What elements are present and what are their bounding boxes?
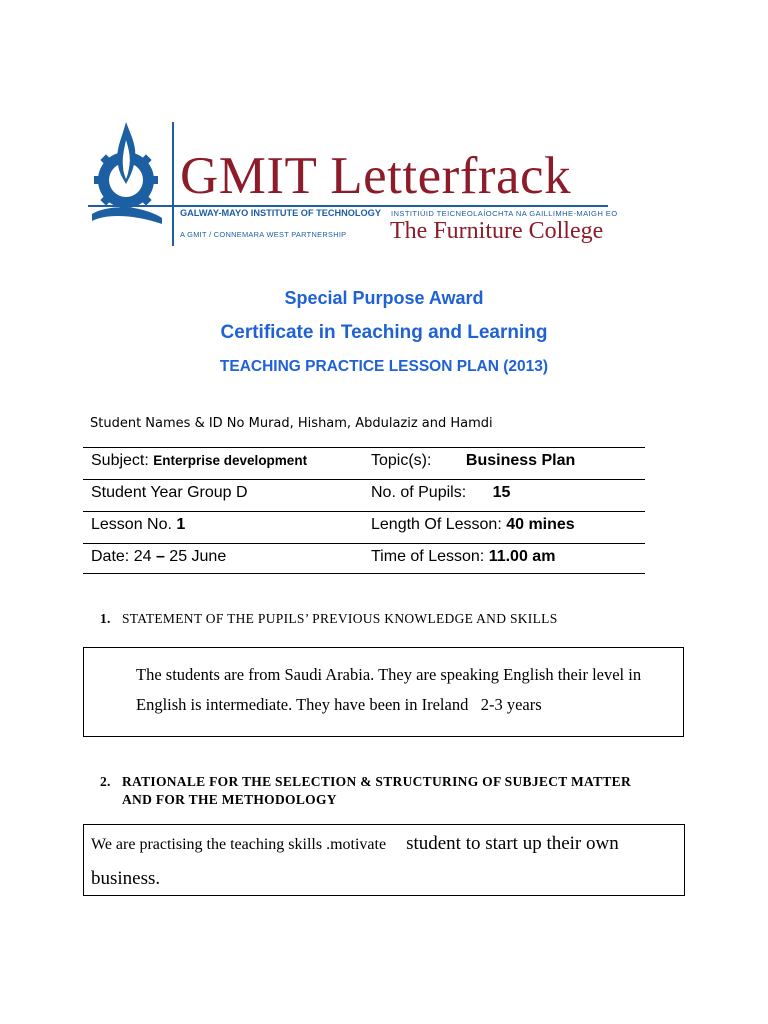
lesson-no-value: 1 [176,516,186,533]
table-row [83,511,645,543]
section1-line1: The students are from Saudi Arabia. They are speaking English their level in [136,665,642,684]
date-rest: 25 June [164,548,227,565]
student-names: Student Names & ID No Murad, Hisham, Abdulaziz and Hamdi [90,416,493,431]
section2-line2: business. [91,868,161,889]
date-dash: – [155,548,165,565]
logo-title: GMIT Letterfrack [180,147,572,205]
length-value: 40 mines [506,516,575,533]
logo-institute-irish: INSTITIÚID TEICNEOLAÍOCHTA NA GAILLIMHE-MAIGH EO [391,209,618,218]
section2-box [83,824,685,896]
subject-value: Enterprise development [153,453,308,468]
gmit-logo [88,118,618,250]
topic-value: Business Plan [465,452,576,469]
time-cell [371,547,555,567]
lesson-info-table [83,447,645,574]
subject-cell [91,451,307,471]
lesson-no-label: Lesson No. [91,516,177,533]
year-group-cell: Student Year Group D [91,484,248,501]
section2-title-line2: AND FOR THE METHODOLOGY [122,792,337,807]
subject-label: Subject: [91,452,154,469]
pupils-label: No. of Pupils: [371,484,467,501]
logo-college-name: The Furniture College [390,218,604,244]
time-label: Time of Lesson: [371,548,489,565]
date-label: Date: 24 [91,548,156,565]
certificate-heading: Certificate in Teaching and Learning [220,322,548,343]
time-value: 11.00 am [488,548,556,565]
pupils-cell [371,483,510,503]
section1-line2: English is intermediate. They have been in Ireland 2-3 years [136,695,542,714]
table-row [83,447,645,479]
gmit-emblem-icon [88,118,168,230]
section1-box [83,647,684,737]
lesson-no-cell [91,515,185,535]
logo-partnership: A GMIT / CONNEMARA WEST PARTNERSHIP [180,230,347,239]
logo-rule [88,205,608,207]
length-cell [371,515,575,535]
table-row [83,543,645,574]
topic-cell [371,451,575,471]
section2-heading [100,773,631,809]
section2-number: 2. [100,774,111,789]
section2-text-part2: student to start up their own [406,833,619,854]
logo-divider [172,122,174,246]
section2-text-part1: We are practising the teaching skills .motivate [91,836,387,853]
section1-text [136,660,681,720]
length-label: Length Of Lesson: [371,516,507,533]
section1-number: 1. [100,611,111,626]
section1-heading [100,611,558,627]
award-heading: Special Purpose Award [284,288,484,308]
section2-text [91,827,681,896]
logo-institute: GALWAY-MAYO INSTITUTE OF TECHNOLOGY [180,208,381,218]
topic-label: Topic(s): [371,452,432,469]
date-cell [91,547,226,567]
table-row [83,479,645,511]
section1-title: STATEMENT OF THE PUPILS’ PREVIOUS KNOWLEDGE AND SKILLS [122,611,558,626]
lesson-plan-heading: TEACHING PRACTICE LESSON PLAN (2013) [219,358,549,375]
section2-title-line1: RATIONALE FOR THE SELECTION & STRUCTURING OF SUBJECT MATTER [122,774,632,789]
pupils-value: 15 [492,484,511,501]
